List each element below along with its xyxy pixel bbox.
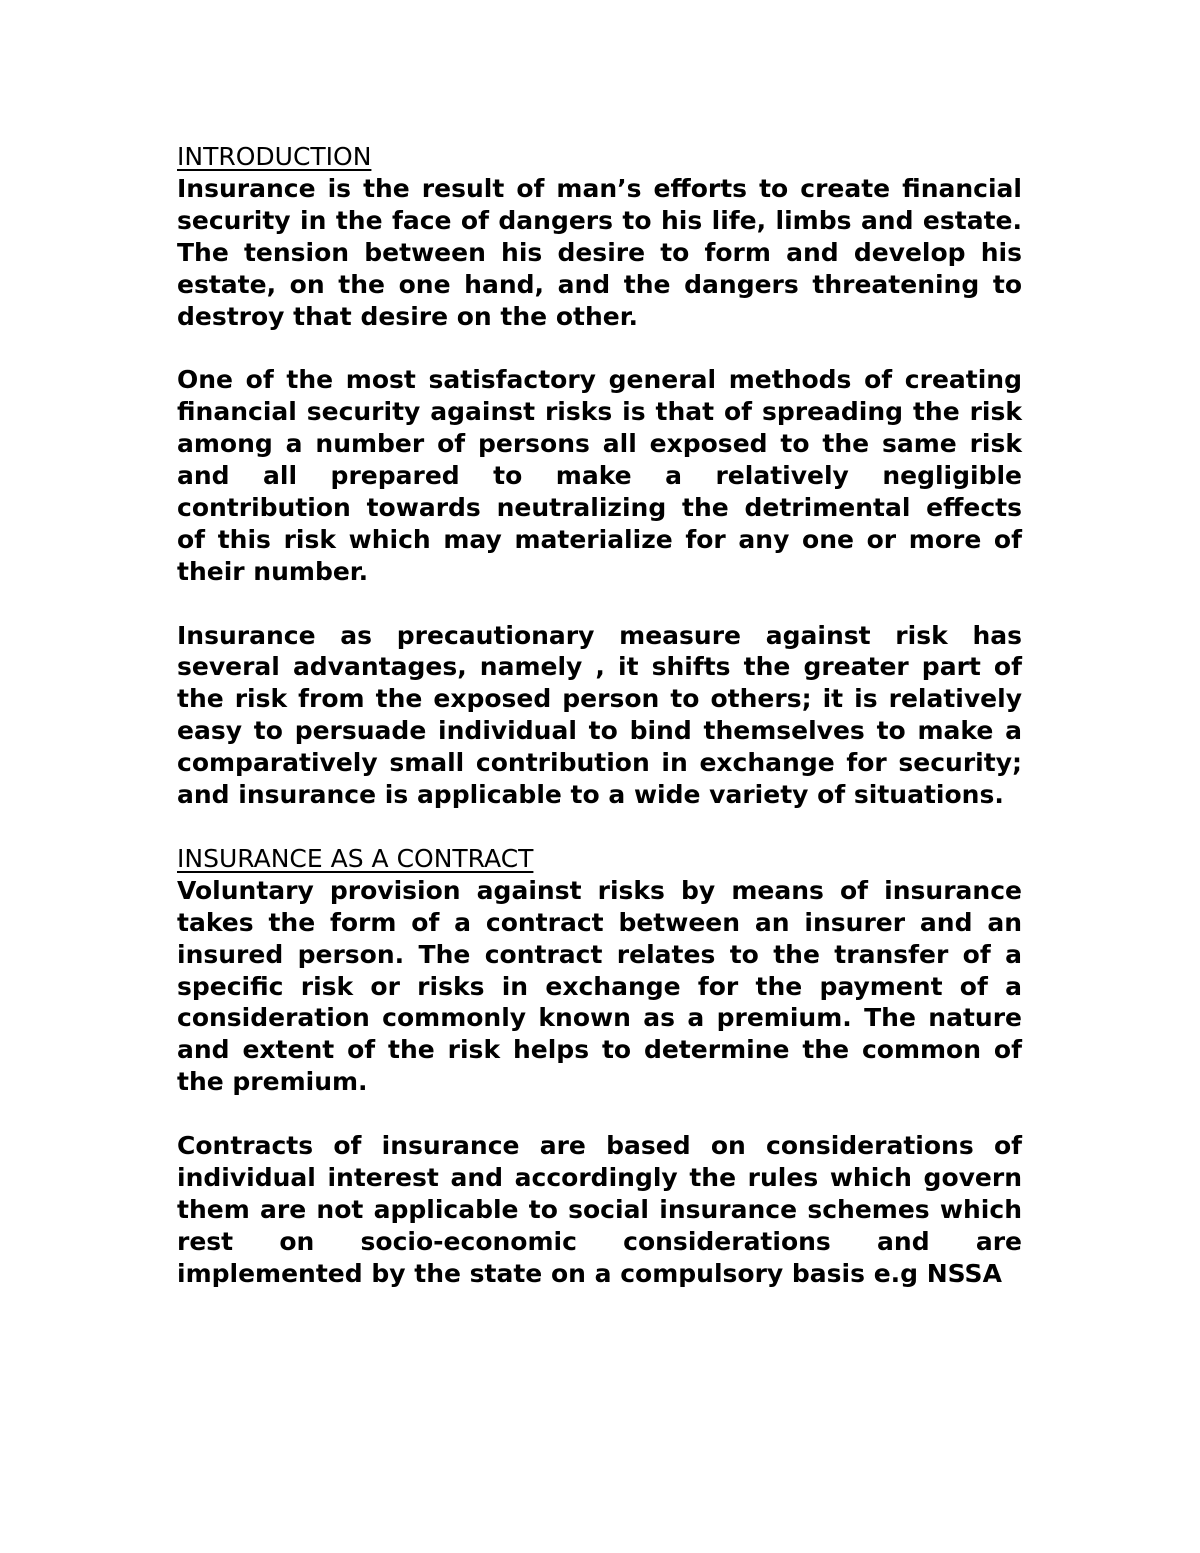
paragraph-spacer xyxy=(177,588,1022,620)
introduction-paragraph-3: Insurance as precautionary measure against risk has several advantages, namely , it shifts the greater part of the risk from the exposed person to others; it is relatively easy to persuade individual to bind themselves to make a comparatively small contribution in exchange for security; and insurance is applicable to a wide variety of situations. xyxy=(177,620,1022,810)
paragraph-spacer xyxy=(177,811,1022,843)
document-page xyxy=(177,141,1022,1290)
paragraph-spacer xyxy=(177,332,1022,364)
section-heading-introduction: INTRODUCTION xyxy=(177,142,372,171)
contract-paragraph-1: Voluntary provision against risks by means of insurance takes the form of a contract between an insurer and an insured person. The contract relates to the transfer of a specific risk or risks in exchange for the payment of a consideration commonly known as a premium. The nature and extent of the risk helps to determine the common of the premium. xyxy=(177,875,1022,1097)
introduction-paragraph-1: Insurance is the result of man’s efforts to create financial security in the face of dangers to his life, limbs and estate. The tension between his desire to form and develop his estate, on the one hand, and the dangers threatening to destroy that desire on the other. xyxy=(177,173,1022,331)
introduction-paragraph-2: One of the most satisfactory general methods of creating financial security against risks is that of spreading the risk among a number of persons all exposed to the same risk and all prepared to make a relatively negligible contribution towards neutralizing the detrimental effects of this risk which may materialize for any one or more of their number. xyxy=(177,365,1022,586)
paragraph-spacer xyxy=(177,1098,1022,1130)
section-heading-insurance-as-a-contract: INSURANCE AS A CONTRACT xyxy=(177,843,534,873)
contract-paragraph-2: Contracts of insurance are based on considerations of individual interest and accordingly the rules which govern them are not applicable to social insurance schemes which rest on socio-economic considerations and are implemented by the state on a compulsory basis e.g NSSA xyxy=(177,1131,1022,1288)
